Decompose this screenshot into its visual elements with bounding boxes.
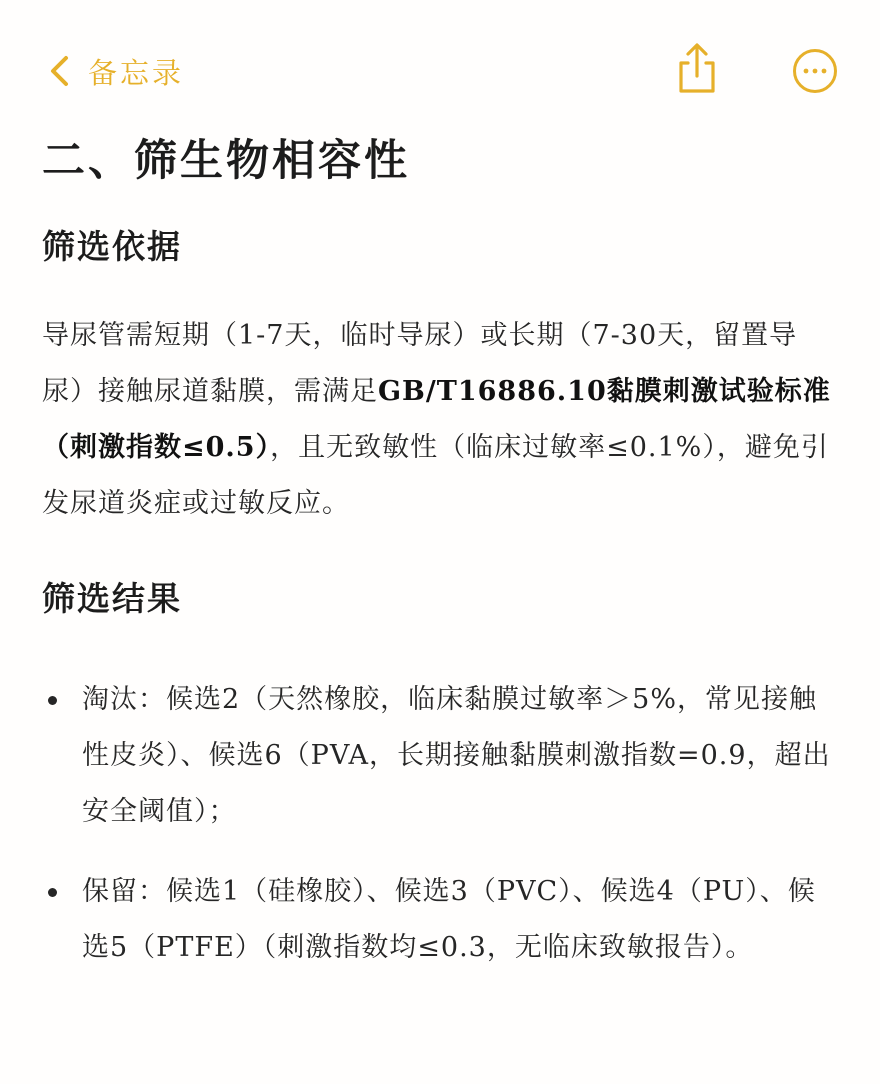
- result-item-text: 淘汰：候选2（天然橡胶，临床黏膜过敏率＞5%，常见接触性皮炎）、候选6（PVA，长期接触黏膜刺激指数=0.9，超出安全阈值）；: [82, 684, 831, 827]
- basis-paragraph: [42, 308, 838, 532]
- basis-standard-bold: GB/T16886.10黏膜刺激试验标准（刺激指数≤0.5）: [42, 376, 831, 463]
- share-icon: [672, 81, 722, 100]
- result-list-item-retained: [42, 864, 842, 976]
- more-options-button[interactable]: [792, 48, 838, 94]
- section-heading-basis: 筛选依据: [42, 227, 182, 266]
- back-button[interactable]: [46, 48, 184, 94]
- note-title: 二、筛生物相容性: [42, 136, 410, 186]
- back-button-label: 备忘录: [88, 55, 185, 90]
- chevron-left-icon: [46, 54, 72, 88]
- result-list-item-eliminated: [42, 672, 842, 840]
- top-navigation-bar: [0, 0, 880, 140]
- basis-text-tail: ，且无致敏性（临床过敏率≤0.1%），避免引发尿道炎症或过敏反应。: [42, 432, 829, 519]
- bullet-dot-icon: [48, 696, 57, 705]
- bullet-dot-icon: [48, 888, 57, 897]
- share-button[interactable]: [672, 40, 722, 96]
- result-list: [42, 672, 842, 976]
- result-item-text: 保留：候选1（硅橡胶）、候选3（PVC）、候选4（PU）、候选5（PTFE）（刺激指数均≤0.3，无临床致敏报告）。: [82, 876, 816, 963]
- section-heading-result: 筛选结果: [42, 579, 182, 618]
- note-body[interactable]: [42, 128, 842, 976]
- basis-text-lead: 导尿管需短期（1-7天，临时导尿）或长期（7-30天，留置导尿）接触尿道黏膜，需满足: [42, 320, 798, 407]
- ellipsis-circle-icon: [792, 79, 838, 98]
